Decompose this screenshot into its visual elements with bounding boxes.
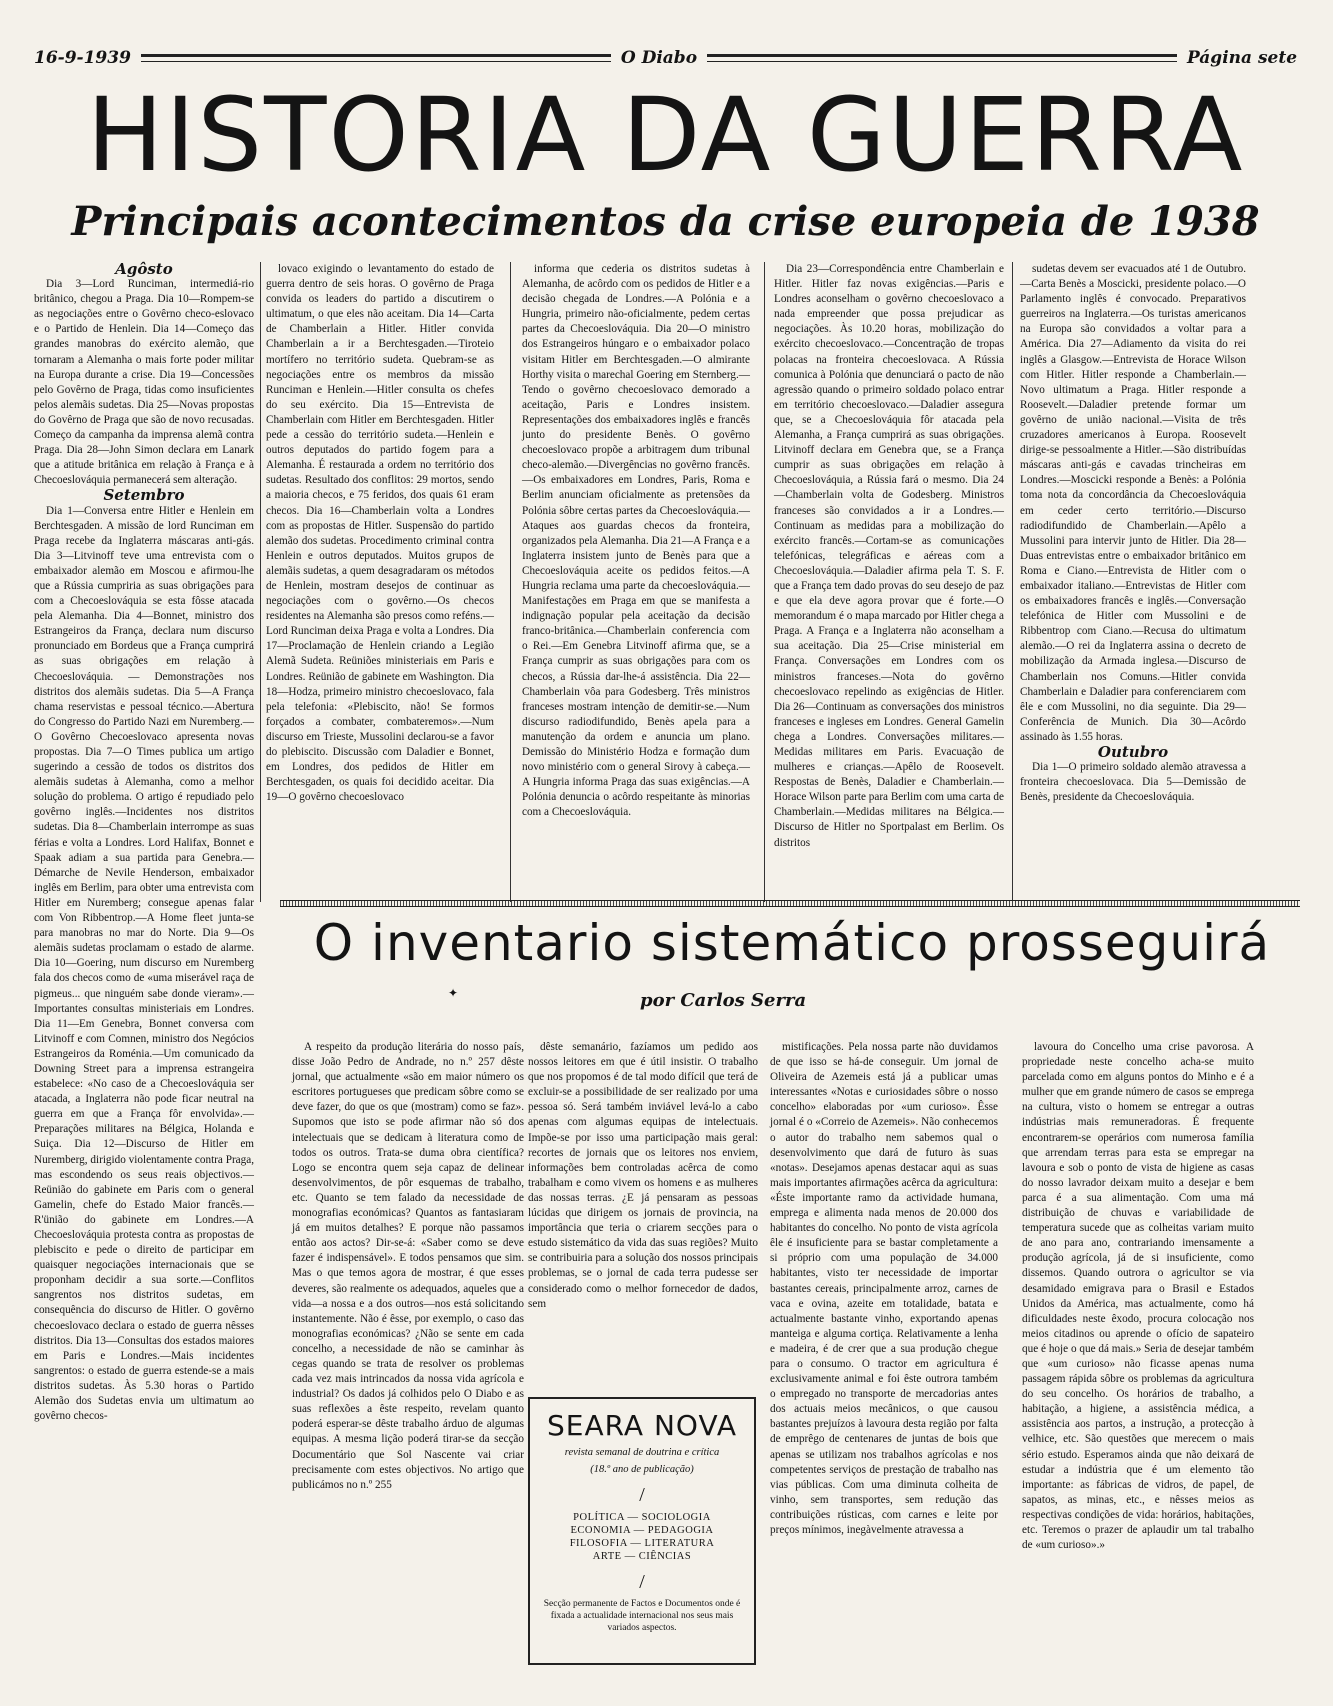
article-text: dêste semanário, fazíamos um pedido aos nossos leitores em que é útil insistir. O trabalho que nos propomos é de tal modo difícil que terá de excluir-se a possibilidade de ser realizado por uma pessoa só. Será também inviável levá-lo a cabo apenas com algumas equipas de intelectuais. Impõe-se por isso uma participação mais geral: recortes de jornais que os leitores nos enviem, informações bem controladas acêrca de como trabalham e como vivem os homens e as mulheres das nossas terras. ¿E já pensaram as pessoas lúcidas que dirigem os jornais de provincia, na importância que teria o criarem secções para o estudo sistemático da vida das suas regiões? Muito se contribuiria para a solução dos nossos principais problemas, se o jornal de cada terra pudesse ser considerado como o melhor fornecedor de dados, sem	[528, 1041, 758, 1310]
column-divider	[1012, 262, 1013, 902]
ad-subject-line: ECONOMIA — PEDAGOGIA	[570, 1525, 714, 1536]
ad-title: SEARA NOVA	[546, 1409, 737, 1442]
timeline-column-5	[1020, 262, 1246, 805]
paper-name: O Diabo	[620, 48, 698, 68]
timeline-text: Dia 1—O primeiro soldado alemão atravessa a fronteira checoeslovaca. Dia 5—Demissão de Benès, presidente da Checoeslováquia.	[1020, 761, 1246, 804]
timeline-text: lovaco exigindo o levantamento do estado de guerra dentro de seis horas. O govêrno de Praga convida os leaders do partido a discutirem o ultimatum, o que eles não aceitam. Dia 14—Carta de Chamberlain a Hitler. Hitler convida Chamberlain a ir a Berchtesgaden.—Tiroteio mortífero no território sudeta. Quebram-se as negociações entre os membros da missão Runciman e Henlein.—Hitler consulta os chefes do seu exército. Dia 15—Entrevista de Chamberlain com Hitler em Berchtesgaden. Hitler pede a cessão do território sudeta.—Henlein e outros deputados do partido fogem para a Alemanha. É restaurada a ordem no território dos sudetas. Resultado dos conflitos: 29 mortos, sendo a maioria checos, e 75 feridos, dos quais 61 eram checos. Dia 16—Chamberlain volta a Londres com as propostas de Hitler. Suspensão do partido alemão dos sudetas. Procedimento criminal contra Henlein e outros deputados. Muitos grupos de alemãis sudetas, a quem desagradaram os métodos de Henlein, mostram desejos de continuar as negociações com o govêrno.—Os checos residentes na Alemanha são presos como reféns.—Lord Runciman deixa Praga e volta a Londres. Dia 17—Proclamação de Henlein criando a Legião Alemã Sudeta. Reüniões ministeriais em Paris e Londres. Reünião de gabinete em Washington. Dia 18—Hodza, primeiro ministro checoeslovaco, fala pela telefonia: «Plebiscito, não! Se formos forçados a combater, combateremos».—Num discurso em Trieste, Mussolini declarou-se a favor do plebiscito. Discussão com Daladier e Bonnet, em Londres, dos pedidos de Hitler em Berchtesgaden, os quais foi decidido aceitar. Dia 19—O govêrno checoeslovaco	[266, 263, 494, 804]
ad-subtitle: revista semanal de doutrina e crítica	[564, 1447, 720, 1458]
column-divider	[510, 262, 511, 902]
month-heading-august: Agôsto	[115, 260, 173, 278]
article-column-4	[1022, 1040, 1254, 1557]
page-number: Página sete	[1186, 48, 1298, 68]
masthead-rule	[707, 54, 1177, 62]
seara-nova-advertisement	[528, 1397, 756, 1665]
article-title: O inventario sistemático prosseguirá	[313, 914, 1271, 972]
timeline-text: sudetas devem ser evacuados até 1 de Outubro.—Carta Benès a Moscicki, presidente polaco.—O Parlamento inglês é convocado. Preparativos guerreiros na Inglaterra.—Os turistas americanos na Europa são convidados a voltar para a América. Dia 27—Adiamento da visita do rei inglês a Glasgow.—Entrevista de Horace Wilson com Hitler. Hitler responde a Chamberlain.—Novo ultimatum a Praga. Hitler responde a Roosevelt.—Daladier pretende formar um govêrno de união nacional.—Visita de três cruzadores americanos à Europa. Roosevelt dirige-se pessoalmente a Hitler.—São distribuídas máscaras anti-gás e cavadas trincheiras em Londres.—Moscicki responde a Benès: a Polónia toma nota da concordância da Checoeslováquia em ceder certo território.—Discurso radiodifundido de Chamberlain.—Apêlo a Mussolini para intervir junto de Hitler. Dia 28—Duas entrevistas entre o embaixador britânico em Roma e Ciano.—Entrevista de Hitler com o embaixador italiano.—Entrevistas de Hitler com os embaixadores francês e inglês.—Conversação telefónica de Hitler com Mussolini e de Ribbentrop com Ciano.—Recusa do ultimatum alemão.—O rei da Inglaterra assina o decreto de mobilização da Armada inglesa.—Discurso de Chamberlain nos Comuns.—Hitler convida Chamberlain e Daladier para conferenciarem com êle e com Mussolini, no dia seguinte. Dia 29—Conferência de Munich. Dia 30—Acôrdo assinado às 1.55 horas.	[1020, 263, 1246, 743]
month-heading-september: Setembro	[103, 486, 185, 505]
timeline-column-3	[522, 262, 750, 820]
issue-date: 16-9-1939	[34, 48, 131, 68]
article-text: lavoura do Concelho uma crise pavorosa. A propriedade neste concelho acha-se muito parcelada como em alguns pontos do Minho e é a mulher que em grande número de casos se emprega na cultura, visto o homem se entregar a outras indústrias mais remuneradoras. É frequente encontrarem-se operários com numerosa família que arrendam terras para esta se empregar na lavoura e sob o ponto de vista de higiene as casas do nosso lavrador deixam muito a desejar e bem parca é a sua alimentação. Com uma má distribuição de chuvas e variabilidade de temperatura sucede que as colheitas variam muito de ano para ano, contrariando imensamente a produção agrícola, já de si insuficiente, como dissemos. Quando outrora o agricultor se via desamidado emigrava para o Brasil e Estados Unidos da América, mas actualmente, como há dificuldades neste êxodo, procura colocação nos meios citadinos ou aprende o ofício de sapateiro que é hoje o que dá mais.» Seria de desejar também que «um curioso» não ficasse apenas numa passagem rápida sôbre os problemas da agricultura do seu concelho. Os horários de trabalho, a habitação, a higiene, a assistência médica, a assistência aos partos, a instrução, a protecção à velhice, etc. São questões que merecem o mais sério estudo. Esperamos ainda que não deixará de estudar a indústria que é um elemento tão importante: as fábricas de vidros, de papel, de sapatos, as minas, etc., e nêsses meios as respectivas condições de vida: horários, habitações, etc. Teremos o prazer de aplaudir um tal trabalho de «um curioso».»	[1022, 1041, 1254, 1552]
section-divider	[280, 900, 1300, 907]
ad-year: (18.º ano de publicação)	[590, 1464, 694, 1475]
article-column-1	[292, 1040, 524, 1497]
article-column-3	[770, 1040, 998, 1542]
timeline-text: Dia 23—Correspondência entre Chamberlain e Hitler. Hitler faz novas exigências.—Paris e Londres aconselham o govêrno checoeslovaco a nada empreender que possa prejudicar as negociações. Às 10.20 horas, mobilização do exército checoeslovaco.—Concentração de tropas polacas na fronteira checoeslovaca. A Rússia comunica à Polónia que denunciará o pacto de não agressão quando o primeiro soldado polaco entrar em território checoeslovaco.—Daladier assegura que, se a Checoeslováquia fôr atacada pela Alemanha, a França cumprirá as suas obrigações. Litvinoff declara em Genebra que, se a França cumprir as suas obrigações em relação à Checoeslováquia, a Rússia fará o mesmo. Dia 24—Chamberlain volta de Godesberg. Ministros franceses são convidados a ir a Londres.—Continuam as medidas para a mobilização do exército francês.—Cortam-se as comunicações telefónicas, telegráficas e aéreas com a Checoeslováquia.—Daladier afirma pela T. S. F. que a França tem dado provas do seu desejo de paz e que ela deve agora provar que é forte.—O memorandum é o mapa marcado por Hitler chega a Praga. A França e a Inglaterra não aconselham a sua aceitação. Dia 25—Crise ministerial em França. Conversações em Londres com os ministros franceses.—Nota do govêrno checoeslovaco repelindo as exigências de Hitler. Dia 26—Continuam as conversações dos ministros franceses e ingleses em Londres. General Gamelin chega a Londres. Conversações militares.—Medidas militares em Paris. Evacuação de mulheres e crianças.—Apêlo de Roosevelt. Respostas de Benès, Daladier e Chamberlain.—Horace Wilson parte para Berlim com uma carta de Chamberlain.—Medidas militares na Bélgica.—Discurso de Hitler no Sportpalast em Berlim. Os distritos	[774, 263, 1004, 849]
sub-headline: Principais acontecimentos da crise europeia de 1938	[71, 198, 1260, 245]
slash-ornament: /	[639, 1571, 645, 1593]
timeline-text: Dia 1—Conversa entre Hitler e Henlein em Berchtesgaden. A missão de lord Runciman em Praga recebe da Inglaterra máscaras anti-gás. Dia 3—Litvinoff teve uma entrevista com o embaixador alemão em Moscou e afirmou-lhe que a Rússia cumpriria as suas obrigações para com a Checoeslováquia se esta fôsse atacada pela Alemanha. Dia 4—Bonnet, ministro dos Estrangeiros da França, declara num discurso pronunciado em Bordeus que a França cumprirá as suas obrigações em relação à Checoeslováquia. — Demonstrações nos distritos dos alemãis sudetas. Dia 5—A França chama reservistas e pessoal técnico.—Abertura do Congresso do Partido Nazi em Nuremberg.—O Govêrno Checoeslovaco apresenta novas propostas. Dia 7—O Times publica um artigo sugerindo a cessão de todos os distritos dos alemãis sudetas à Alemanha, como a melhor solução do problema. O artigo é repudiado pelo govêrno inglês.—Incidentes nos distritos sudetas. Dia 8—Chamberlain interrompe as suas férias e volta a Londres. Lord Halifax, Bonnet e Spaak adiam a sua partida para Genebra.—Démarche de Nevile Henderson, embaixador inglês em Berlim, para obter uma entrevista com Hitler em Nuremberg; consegue apenas falar com Von Ribbentrop.—A Home fleet junta-se para manobras no mar do Norte. Dia 9—Os alemãis sudetas proclamam o estado de alarme. Dia 10—Goering, num discurso em Nuremberg fala dos checos como de «uma miserável raça de pigmeus... que ninguém sabe donde vieram».—Importantes consultas ministeriais em Londres. Dia 11—Em Genebra, Bonnet conversa com Litvinoff e com Comnen, ministro dos Negócios Estrangeiros da Roménia.—Um comunicado da Downing Street para a imprensa estrangeira estabelece: «No caso de a Checoeslováquia ser atacada, a Inglaterra não pode ficar neutral na guerra em que a França fôr envolvida».—Preparações militares na Bélgica, Holanda e Suiça. Dia 12—Discurso de Hitler em Nuremberg, dirigido violentamente contra Praga, mas escondendo os seus reais objectivos.—Reünião do gabinete em Paris com o general Gamelin, chefe do Estado Maior francês.—R'ünião do gabinete em Londres.—A Checoeslováquia protesta contra as propostas de plebiscito e pede o direito de participar em quaisquer negociações internacionais que se proponham decidir a sua sorte.—Conflitos sangrentos nos distritos sudetas, em consequência do discurso de Hitler. O govêrno checoeslovaco declara o estado de guerra nêsses distritos. Dia 13—Consultas dos estados maiores em Paris e Londres.—Mais incidentes sangrentos: o estado de guerra estende-se a mais distritos sudetas. Às 5.30 horas o Partido Alemão dos Sudetas envia um ultimatum ao govêrno checos-	[34, 504, 254, 1423]
slash-ornament: /	[639, 1484, 645, 1506]
ornament-icon: ✦	[448, 986, 459, 1000]
article-text: A respeito da produção literária do nosso país, disse João Pedro de Andrade, no n.º 257 dêste jornal, que actualmente «são em maior número os escritores portugueses que predicam sôbre como se deve fazer, do que os que (mostram) como se faz». Supomos que isto se pode afirmar não só dos intelectuais que se dedicam à literatura como de todos os outros. Trata-se duma obra científica? Logo se encontra quem seja capaz de delinear desenvolvimentos, de pôr esquemas de trabalho, etc. Quanto se tem falado da necessidade de monografias económicas? Quantos as fantasiaram já em muitos detalhes? E porque não passamos então aos actos? Dir-se-á: «Saber como se deve fazer é indispensável». E todos pensamos que sim. Mas o que temos agora de mostrar, é que esses deveres, são realmente os adequados, aqueles que a vida—a nossa e a dos outros—nos está solicitando instantemente. Não é êsse, por exemplo, o caso das monografias económicas? ¿Não se sente em cada concelho, a necessidade de não se caminhar às cegas quando se trata de resolver os problemas cada vez mais intrincados da nossa vida agrícola e industrial? Os dados já colhidos pelo O Diabo e as suas reflexões a êste respeito, revelam quanto poderá esperar-se dêste trabalho árduo de algumas equipas. A mesma lição poderá tirar-se da secção Documentário que Sol Nascente vai criar precisamente com estes objectivos. No artigo que publicámos no n.º 255	[292, 1041, 524, 1491]
article-text: mistificações. Pela nossa parte não duvidamos de que isso se há-de conseguir. Um jornal de Oliveira de Azemeis está já a publicar umas interessantes «Notas e curiosidades sôbre o nosso concelho» elaboradas por «um curioso». Êsse jornal é o «Correio de Azemeis». Não conhecemos o autor do trabalho nem sabemos qual o desenvolvimento que dará de futuro às suas «notas». Desejamos apenas destacar aqui as suas mais importantes afirmações acêrca da agricultura: «Éste importante ramo da actividade humana, emprega e alimenta nada menos de 20.000 dos habitantes do concelho. No ponto de vista agrícola êle é insuficiente para se bastar completamente a si próprio com uma população de 34.000 habitantes, visto ter necessidade de importar bastantes cereais, principalmente arroz, carnes de vaca e ovina, azeite em totalidade, batata e actualmente bastante vinho, exportando apenas manteiga e alguma cortiça. Relativamente a lenha e madeira, é de crer que a sua produção chegue para o consumo. O tractor em agricultura é exclusivamente animal e foi êste outrora também o empregado no transporte de mercadorias antes dos actuais meios mecânicos, o que causou bastantes prejuízos à lavoura desta região por falta de emprêgo de centenares de juntas de bois que apenas se utilizam nos trabalhos agrícolas e nos competentes serviços de prestação de trabalho nas vias públicas. Com uma diminuta colheita de vinho, sem transportes, sem redução das contribuições rústicas, com carnes e leite por preços mínimos, inegàvelmente atravessa a	[770, 1041, 998, 1536]
masthead-rule	[141, 54, 611, 62]
ad-subject-line: FILOSOFIA — LITERATURA	[569, 1538, 715, 1549]
timeline-text: informa que cederia os distritos sudetas à Alemanha, de acôrdo com os pedidos de Hitler e a decisão chegada de Londres.—A Polónia e a Hungria, primeiro não-oficialmente, pedem certas partes da Checoeslováquia. Dia 20—O ministro dos Estrangeiros húngaro e o embaixador polaco visitam Hitler em Berchtesgaden.—O almirante Horthy visita o marechal Goering em Sternberg.—Tendo o govêrno checoeslovaco demorado a aceitação, Paris e Londres insistem. Representações dos embaixadores inglês e francês junto do presidente Benès. O govêrno checoeslovaco propõe a arbitragem dum tribunal checo-alemão.—Divergências no govêrno francês.—Os embaixadores em Londres, Paris, Roma e Berlim anunciam oficialmente as pretensões da Polónia sôbre certas partes da Checoeslováquia.—Ataques aos guardas checos da fronteira, organizados pela Alemanha. Dia 21—A França e a Inglaterra insistem junto de Benès para que a Checoeslováquia aceite os pedidos feitos.—A Hungria reclama uma parte da checoeslováquia.—Manifestações em Praga em que se manifesta a indignação popular pela aceitação da decisão franco-britânica.—Chamberlain conferencia com o Rei.—Em Genebra Litvinoff afirma que, se a França cumprir as suas obrigações para com os checos, a Rússia dar-lhe-á assistência. Dia 22—Chamberlain vôa para Godesberg. Três ministros franceses mostram intenção de demitir-se.—Num discurso radiodifundido, Benès apela para a manutenção da ordem e anuncia um plano. Demissão do Ministério Hodza e formação dum novo ministério com o general Sirovy à cabeça.—A Hungria informa Praga das suas exigências.—A Polónia denuncia o acôrdo respeitante às minorias com a Checoeslováquia.	[522, 263, 750, 819]
ad-subject-line: POLÍTICA — SOCIOLOGIA	[573, 1512, 711, 1523]
timeline-column-2	[266, 262, 494, 805]
ad-subjects	[530, 1511, 754, 1563]
timeline-text: Dia 3—Lord Runciman, intermediá-rio britânico, chegou a Praga. Dia 10—Rompem-se as negociações entre o Govêrno checo-eslovaco e o Partido de Henlein. Dia 14—Começo das grandes manobras do exército alemão, que tornaram a Alemanha o mais forte poder militar na Europa durante a crise. Dia 19—Concessões pelo Govêrno de Praga, tidas como insuficientes pelos alemãis sudetas. Dia 25—Novas propostas do Govêrno de Praga que são de novo recusadas. Começo da campanha da imprensa alemã contra Praga. Dia 28—John Simon declara em Lanark que a atitude britânica em relação à França e à Checoeslováquia permanecerá sem alteração.	[34, 278, 254, 487]
column-divider	[764, 262, 765, 902]
timeline-column-4	[774, 262, 1004, 851]
ad-footer: Secção permanente de Factos e Documentos onde é fixada a actualidade internacional nos seus mais variados aspectos.	[543, 1599, 741, 1633]
month-heading-october: Outubro	[1097, 743, 1169, 761]
article-column-2	[528, 1040, 758, 1316]
ad-subject-line: ARTE — CIÊNCIAS	[592, 1551, 692, 1562]
masthead	[34, 40, 1297, 76]
main-headline: HISTORIA DA GUERRA	[86, 76, 1245, 195]
column-divider	[260, 262, 261, 902]
article-byline: por Carlos Serra	[640, 990, 807, 1011]
timeline-column-1	[34, 262, 254, 1424]
